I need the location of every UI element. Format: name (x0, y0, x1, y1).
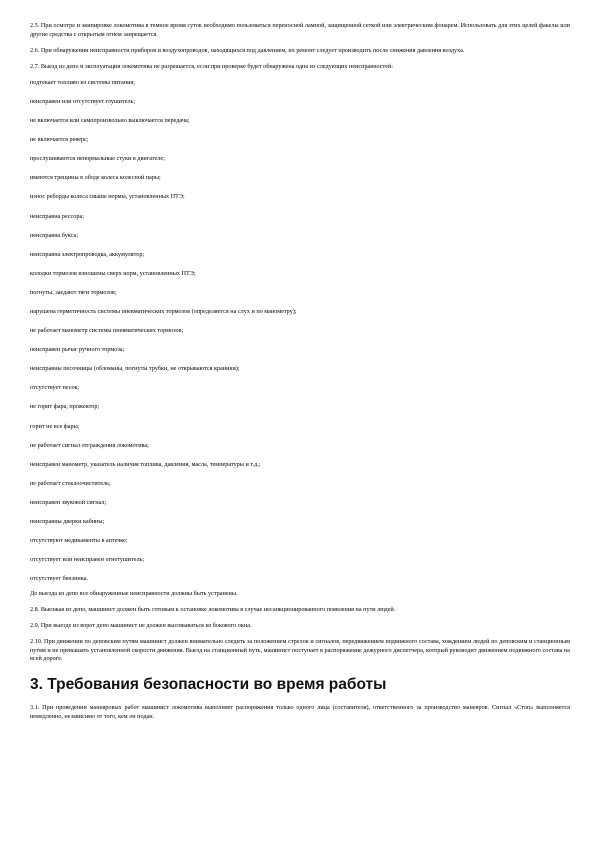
fault-list-item: прослушиваются ненормальные стуки в двигателе; (30, 155, 165, 163)
paragraph: 2.9. При выезде из ворот депо машинист не должен высовываться из бокового окна. (30, 622, 252, 630)
paragraph: 2.6. При обнаружении неисправности приборов и воздухопроводов, находящихся под давлением, их ремонт следует производить после снижения давления воздуха. (30, 46, 465, 54)
paragraph: 3.1. При проведении маневровых работ машинист локомотива выполняет распоряжения только одного лица (составителя), ответственного за производство маневров. Сигнал «Стоп» выполняется немедленно, независимо от того, кем он подан. (30, 703, 570, 720)
fault-list-item: имеются трещины в ободе колеса колесной пары; (30, 174, 161, 182)
fault-list-item: неисправен или отсутствует глушитель; (30, 97, 136, 105)
fault-list-item: не работает стеклоочиститель; (30, 479, 111, 487)
fault-list-item: отсутствует песок; (30, 384, 80, 392)
closing-paragraphs (30, 590, 570, 664)
paragraph: До выезда из депо все обнаруженные неисправности должны быть устранены. (30, 589, 238, 597)
fault-list-item: погнуты, заедают тяги тормозов; (30, 288, 117, 296)
fault-list-item: неисправна электропроводка, аккумулятор; (30, 250, 145, 258)
fault-list-item: колодки тормозов изношены сверх норм, установленных ПТЭ; (30, 269, 196, 277)
fault-list (30, 79, 570, 584)
fault-list-item: не включается или самопроизвольно выключается передача; (30, 117, 190, 125)
section-paragraphs (30, 704, 570, 721)
paragraph: 2.7. Выезд из депо и эксплуатация локомотива не разрешается, если при проверке будет обнаружена одна из следующих неисправностей: (30, 62, 394, 70)
fault-list-item: неисправна рессора; (30, 212, 84, 220)
fault-list-item: не работает сигнал отграждения локомотива; (30, 441, 149, 449)
paragraph: 2.5. При осмотре и экипировке локомотива в темное время суток необходимо пользоваться переносной лампой, защищенной сеткой или электрическим фонарем. Использовать для этих целей факелы или другие средства с открытым огнем запрещается. (30, 22, 570, 38)
fault-list-item: отсутствует бензинка. (30, 575, 88, 583)
fault-list-item: неисправна букса; (30, 231, 78, 239)
fault-list-item: отсутствует или неисправен огнетушитель; (30, 556, 145, 564)
fault-list-item: горит не все фары; (30, 422, 80, 430)
fault-list-item: не горит фара, прожектор; (30, 403, 100, 411)
fault-list-item: не работает манометр системы пневматических тормозов; (30, 327, 184, 335)
fault-list-item: неисправен рычаг ручного тормоза; (30, 346, 125, 354)
paragraph: 2.10. При движении по деповским путям машинист должен внимательно следить за положением стрелок и сигналов, передвижением подвижного состава, хождением людей по деповским и станционным путям и не превышать установленной скорости движения. Выезд на станционный путь, машинист поступает в распоряжение дежурного диспетчера, который руководит движением подвижного состава на всей дороге. (30, 638, 570, 663)
fault-list-item: нарушена герметичность системы пневматических тормозов (определяется на слух и по манометру); (30, 308, 297, 315)
fault-list-item: неисправны песочницы (обломаны, погнуты трубки, не открываются краники); (30, 365, 240, 373)
document-content (30, 22, 570, 729)
fault-list-item: отсутствуют медикаменты в аптечке; (30, 537, 128, 545)
paragraph: 2.8. Выезжая из депо, машинист должен быть готовым к остановке локомотива в случае несанкционированного появления на пути людей. (30, 606, 396, 613)
fault-list-item: подтекает топливо из системы питания; (30, 78, 135, 86)
fault-list-item: неисправен манометр, указатель наличия топлива, давления, масла, температуры и т.д.; (30, 460, 261, 468)
section-heading: 3. Требования безопасности во время работы (30, 675, 387, 693)
fault-list-item: износ реборды колеса свыше нормы, установленных ПТЭ; (30, 193, 185, 201)
fault-list-item: неисправны дверки кабины; (30, 518, 105, 526)
fault-list-item: не включается реверс; (30, 136, 89, 144)
fault-list-item: неисправен звуковой сигнал; (30, 498, 107, 506)
intro-paragraphs (30, 22, 570, 71)
